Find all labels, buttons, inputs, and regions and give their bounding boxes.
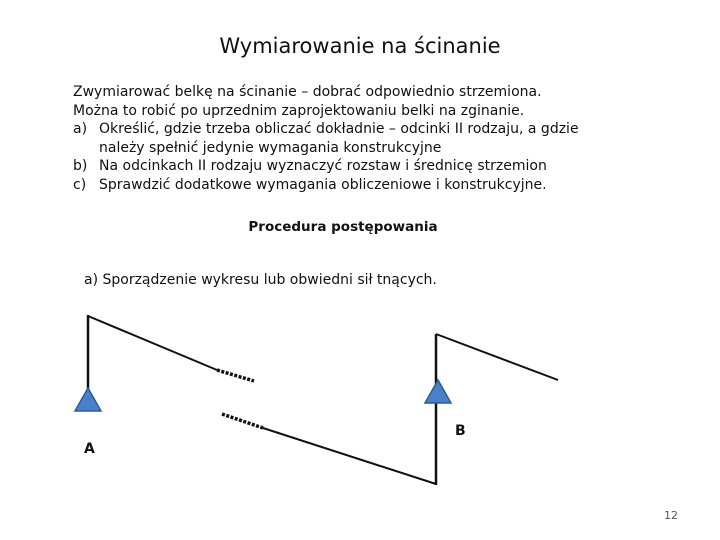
left-shear-dashed xyxy=(217,370,254,381)
support-a-label: A xyxy=(84,441,95,457)
right-shear-slope xyxy=(436,334,558,380)
step-text-a: Określić, gdzie trzeba obliczać dokładnie – odcinki II rodzaju, a gdzie należy spełnić jedynie wymagania konstrukcyjne xyxy=(99,121,579,156)
step-text-c: Sprawdzić dodatkowe wymagania obliczeniowe i konstrukcyjne. xyxy=(99,176,547,193)
step-marker-a: a) xyxy=(73,121,88,137)
page-title: Wymiarowanie na ścinanie xyxy=(219,34,501,58)
step-text-b: Na odcinkach II rodzaju wyznaczyć rozstaw i średnicę strzemion xyxy=(99,158,547,174)
step-a-caption: a) Sporządzenie wykresu lub obwiedni sił tnących. xyxy=(84,272,437,288)
step-marker-b: b) xyxy=(73,158,88,174)
procedure-heading: Procedura postępowania xyxy=(248,219,438,235)
intro-line-2: Można to robić po uprzednim zaprojektowaniu belki na zginanie. xyxy=(73,102,525,119)
support-a-icon xyxy=(75,388,101,411)
step-marker-c: c) xyxy=(73,176,87,193)
negative-shear-dashed xyxy=(222,414,263,428)
support-b-label: B xyxy=(455,423,466,439)
left-shear-slope xyxy=(88,316,217,370)
page-number: 12 xyxy=(664,509,678,522)
negative-shear-slope xyxy=(263,428,436,484)
intro-line-1: Zwymiarować belkę na ścinanie – dobrać odpowiednio strzemiona. xyxy=(73,84,542,100)
support-b-icon xyxy=(425,380,451,403)
